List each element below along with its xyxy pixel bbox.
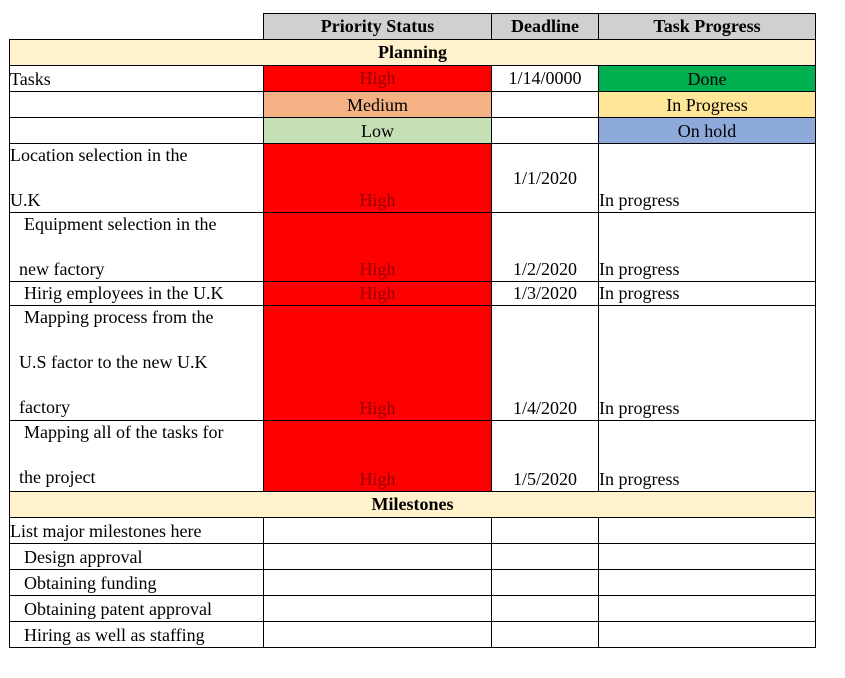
task-name-line: new factory xyxy=(19,259,105,279)
empty-cell[interactable] xyxy=(492,570,599,596)
legend-priority-medium[interactable]: Medium xyxy=(264,92,492,118)
milestone-name-cell[interactable]: Obtaining patent approval xyxy=(10,596,264,622)
task-priority-cell[interactable]: High xyxy=(264,213,492,282)
task-name-cell[interactable] xyxy=(10,144,264,213)
legend-row-medium xyxy=(10,92,816,118)
milestone-row xyxy=(10,518,816,544)
task-deadline-cell[interactable]: 1/3/2020 xyxy=(492,282,599,306)
milestone-row xyxy=(10,544,816,570)
empty-cell[interactable] xyxy=(264,518,492,544)
milestone-row xyxy=(10,596,816,622)
task-priority-cell[interactable]: High xyxy=(264,421,492,492)
task-name-line: Mapping all of the tasks for xyxy=(24,422,224,442)
task-row xyxy=(10,144,816,213)
task-name-line: U.S factor to the new U.K xyxy=(19,352,208,372)
task-name-line: Equipment selection in the xyxy=(24,214,217,234)
empty-cell[interactable] xyxy=(492,622,599,648)
section-row-planning xyxy=(10,40,816,66)
header-blank-cell[interactable] xyxy=(10,14,264,40)
legend-priority-low[interactable]: Low xyxy=(264,118,492,144)
task-name-cell[interactable]: Hirig employees in the U.K xyxy=(10,282,264,306)
empty-cell[interactable] xyxy=(264,622,492,648)
empty-cell[interactable] xyxy=(599,570,816,596)
empty-cell[interactable] xyxy=(10,92,264,118)
legend-row-high xyxy=(10,66,816,92)
task-priority-cell[interactable]: High xyxy=(264,144,492,213)
legend-deadline[interactable]: 1/14/0000 xyxy=(492,66,599,92)
empty-cell[interactable] xyxy=(264,544,492,570)
task-name-cell[interactable] xyxy=(10,421,264,492)
milestone-name-cell[interactable]: Obtaining funding xyxy=(10,570,264,596)
task-row xyxy=(10,282,816,306)
empty-cell[interactable] xyxy=(492,596,599,622)
empty-cell[interactable] xyxy=(492,92,599,118)
empty-cell[interactable] xyxy=(264,570,492,596)
legend-status-on-hold[interactable]: On hold xyxy=(599,118,816,144)
empty-cell[interactable] xyxy=(599,596,816,622)
empty-cell[interactable] xyxy=(10,118,264,144)
empty-cell[interactable] xyxy=(599,518,816,544)
section-planning[interactable]: Planning xyxy=(10,40,816,66)
tasks-label-cell[interactable]: Tasks xyxy=(10,66,264,92)
empty-cell[interactable] xyxy=(264,596,492,622)
milestone-name-cell[interactable]: Hiring as well as staffing xyxy=(10,622,264,648)
empty-cell[interactable] xyxy=(599,544,816,570)
task-name-line: U.K xyxy=(10,190,41,210)
task-name-line: Location selection in the xyxy=(10,145,188,165)
task-deadline-cell[interactable]: 1/5/2020 xyxy=(492,421,599,492)
header-priority-status[interactable]: Priority Status xyxy=(264,14,492,40)
task-progress-cell[interactable]: In progress xyxy=(599,306,816,421)
empty-cell[interactable] xyxy=(492,118,599,144)
project-task-table xyxy=(9,13,816,648)
task-name-line: Mapping process from the xyxy=(24,307,214,327)
task-progress-cell[interactable]: In progress xyxy=(599,282,816,306)
task-row xyxy=(10,421,816,492)
task-priority-cell[interactable]: High xyxy=(264,282,492,306)
task-name-cell[interactable] xyxy=(10,213,264,282)
task-name-cell[interactable] xyxy=(10,306,264,421)
task-deadline-cell[interactable]: 1/1/2020 xyxy=(492,144,599,213)
milestone-row xyxy=(10,570,816,596)
header-deadline[interactable]: Deadline xyxy=(492,14,599,40)
task-name-line: factory xyxy=(19,397,70,417)
empty-cell[interactable] xyxy=(599,622,816,648)
section-milestones[interactable]: Milestones xyxy=(10,492,816,518)
empty-cell[interactable] xyxy=(492,518,599,544)
milestone-row xyxy=(10,622,816,648)
task-deadline-cell[interactable]: 1/4/2020 xyxy=(492,306,599,421)
legend-priority-high[interactable]: High xyxy=(264,66,492,92)
milestone-name-cell[interactable]: List major milestones here xyxy=(10,518,264,544)
task-progress-cell[interactable]: In progress xyxy=(599,144,816,213)
task-row xyxy=(10,213,816,282)
task-progress-cell[interactable]: In progress xyxy=(599,213,816,282)
task-deadline-cell[interactable]: 1/2/2020 xyxy=(492,213,599,282)
legend-status-done[interactable]: Done xyxy=(599,66,816,92)
section-row-milestones xyxy=(10,492,816,518)
legend-row-low xyxy=(10,118,816,144)
legend-status-in-progress[interactable]: In Progress xyxy=(599,92,816,118)
header-task-progress[interactable]: Task Progress xyxy=(599,14,816,40)
task-name-line: the project xyxy=(19,467,96,487)
milestone-name-cell[interactable]: Design approval xyxy=(10,544,264,570)
task-row xyxy=(10,306,816,421)
header-row xyxy=(10,14,816,40)
task-priority-cell[interactable]: High xyxy=(264,306,492,421)
task-progress-cell[interactable]: In progress xyxy=(599,421,816,492)
empty-cell[interactable] xyxy=(492,544,599,570)
